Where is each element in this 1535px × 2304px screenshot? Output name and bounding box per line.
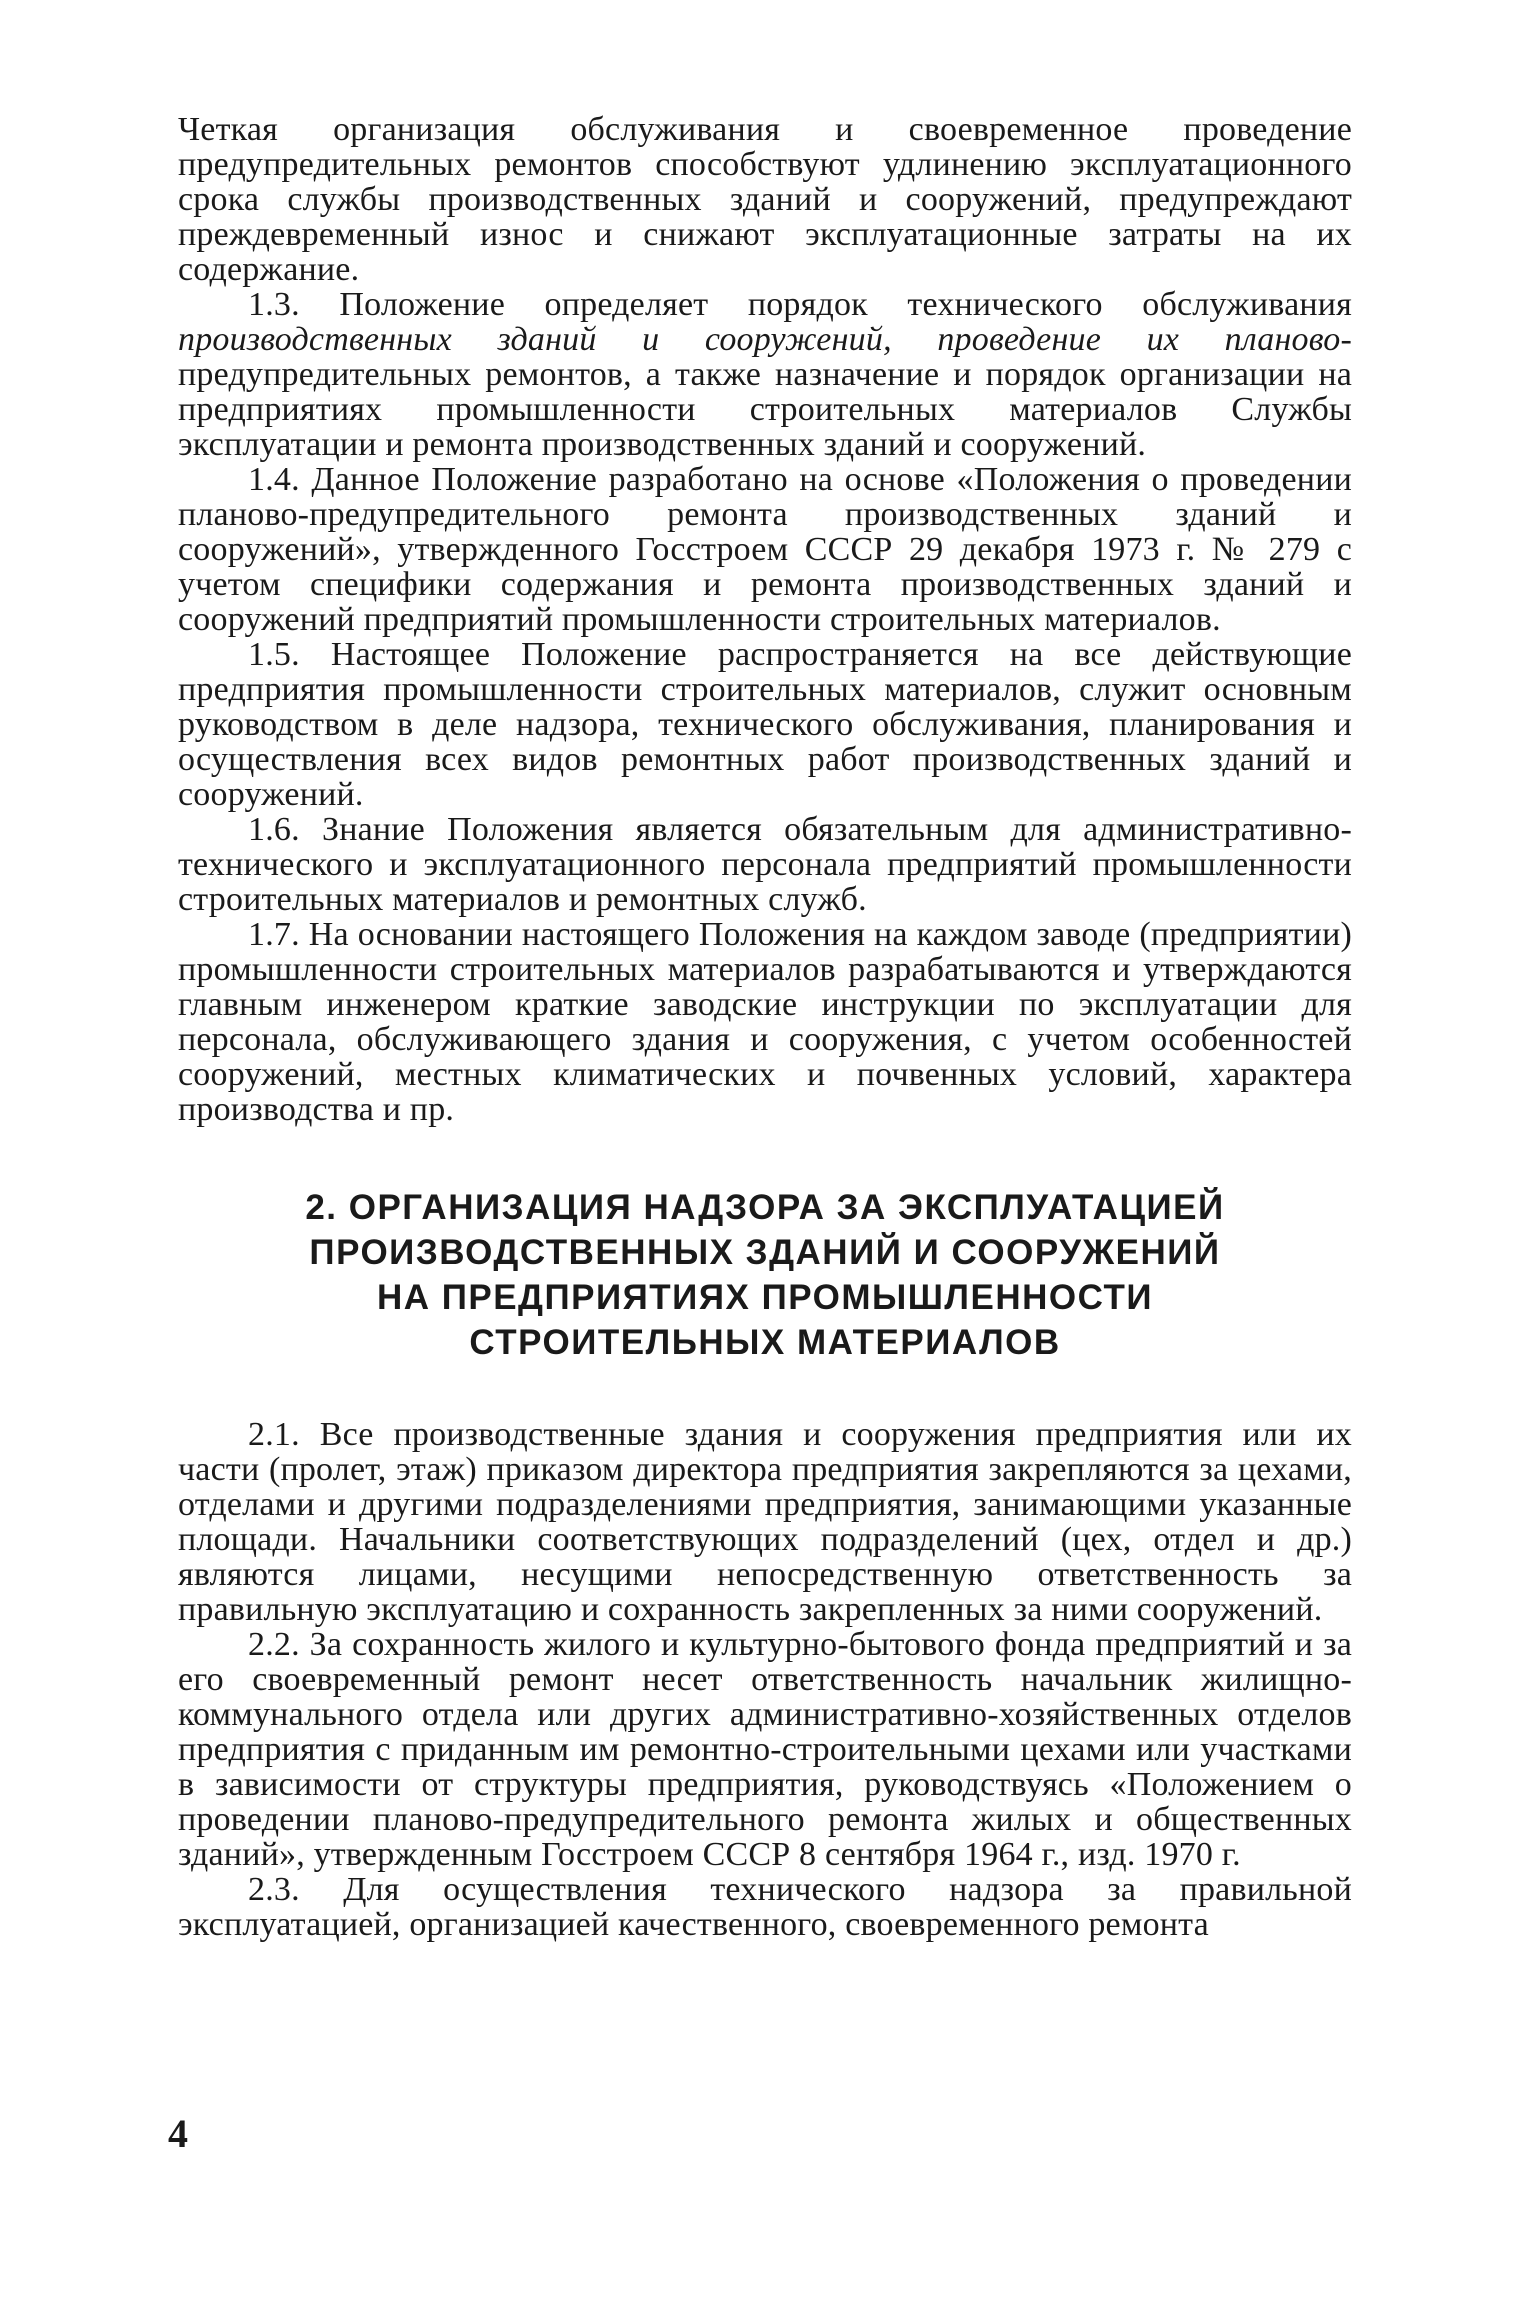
intro-text: Четкая организация обслуживания и своевременное проведение предупредительных ремонтов способствуют удлинению эксплуатационного срока службы производственных зданий и сооружений, предупреждают преждевременный износ и снижают эксплуатационные затраты на их содержание.: [178, 111, 1352, 288]
section-2-heading: [178, 1185, 1352, 1365]
heading-line: НА ПРЕДПРИЯТИЯХ ПРОМЫШЛЕННОСТИ: [376, 1278, 1154, 1317]
heading-line: СТРОИТЕЛЬНЫХ МАТЕРИАЛОВ: [469, 1323, 1061, 1362]
paragraph-number: 1.3.: [248, 286, 300, 323]
paragraph-number: 1.5.: [248, 636, 300, 673]
heading-line: 2. ОРГАНИЗАЦИЯ НАДЗОРА ЗА ЭКСПЛУАТАЦИЕЙ: [305, 1188, 1225, 1227]
paragraph-text: На основании настоящего Положения на каждом заводе (предприятии) промышленности строительных материалов разрабатываются и утверждаются главным инженером краткие заводские инструкции по эксплуатации для персонала, обслуживающего здания и сооружения, с учетом особенностей сооружений, местных климатических и почвенных условий, характера производства и пр.: [178, 916, 1352, 1128]
paragraph-text: Положение определяет порядок технического обслуживания: [299, 286, 1352, 323]
paragraph-text: Настоящее Положение распространяется на все действующие предприятия промышленности строительных материалов, служит основным руководством в деле надзора, технического обслуживания, планирования и осуществления всех видов ремонтных работ производственных зданий и сооружений.: [178, 636, 1352, 813]
paragraph-text: За сохранность жилого и культурно-бытового фонда предприятий и за его своевременный ремонт несет ответственность начальник жилищно-коммунального отдела или других административно-хозяйственных отделов предприятия с приданным им ремонтно-строительными цехами или участками в зависимости от структуры предприятия, руководствуясь «Положением о проведении планово-предупредительного ремонта жилых и общественных зданий», утвержденным Госстроем СССР 8 сентября 1964 г., изд. 1970 г.: [178, 1626, 1352, 1873]
paragraph-2-1: [178, 1417, 1352, 1627]
paragraph-number: 2.1.: [248, 1416, 300, 1453]
paragraph-1-4: [178, 462, 1352, 637]
paragraph-text: предупредительных ремонтов, а также назначение и порядок организации на предприятиях промышленности строительных материалов Службы эксплуатации и ремонта производственных зданий и сооружений.: [178, 356, 1352, 463]
paragraph-number: 1.4.: [248, 461, 300, 498]
paragraph-text: Данное Положение разработано на основе «Положения о проведении планово-предупредительного ремонта производственных зданий и сооружений», утвержденного Госстроем СССР 29 декабря 1973 г. № 279 с учетом специфики содержания и ремонта производственных зданий и сооружений предприятий промышленности строительных материалов.: [178, 461, 1352, 638]
paragraph-italic-text: производственных зданий и сооружений, проведение их планово-: [178, 321, 1352, 358]
page-number: 4: [168, 2111, 188, 2156]
document-page: [178, 112, 1352, 1942]
intro-paragraph: [178, 112, 1352, 287]
paragraph-1-6: [178, 812, 1352, 917]
heading-line: ПРОИЗВОДСТВЕННЫХ ЗДАНИЙ И СООРУЖЕНИЙ: [309, 1233, 1221, 1272]
paragraph-number: 2.3.: [248, 1871, 300, 1908]
paragraph-text: Знание Положения является обязательным для административно-технического и эксплуатационного персонала предприятий промышленности строительных материалов и ремонтных служб.: [178, 811, 1352, 918]
paragraph-text: Для осуществления технического надзора за правильной эксплуатацией, организацией качественного, своевременного ремонта: [178, 1871, 1352, 1943]
paragraph-text: Все производственные здания и сооружения предприятия или их части (пролет, этаж) приказом директора предприятия закрепляются за цехами, отделами и другими подразделениями предприятия, занимающими указанные площади. Начальники соответствующих подразделений (цех, отдел и др.) являются лицами, несущими непосредственную ответственность за правильную эксплуатацию и сохранность закрепленных за ними сооружений.: [178, 1416, 1352, 1628]
paragraph-2-2: [178, 1627, 1352, 1872]
paragraph-number: 2.2.: [248, 1626, 300, 1663]
paragraph-1-5: [178, 637, 1352, 812]
paragraph-1-7: [178, 917, 1352, 1127]
paragraph-1-3: [178, 287, 1352, 462]
paragraph-2-3: [178, 1872, 1352, 1942]
paragraph-number: 1.7.: [248, 916, 300, 953]
paragraph-number: 1.6.: [248, 811, 300, 848]
